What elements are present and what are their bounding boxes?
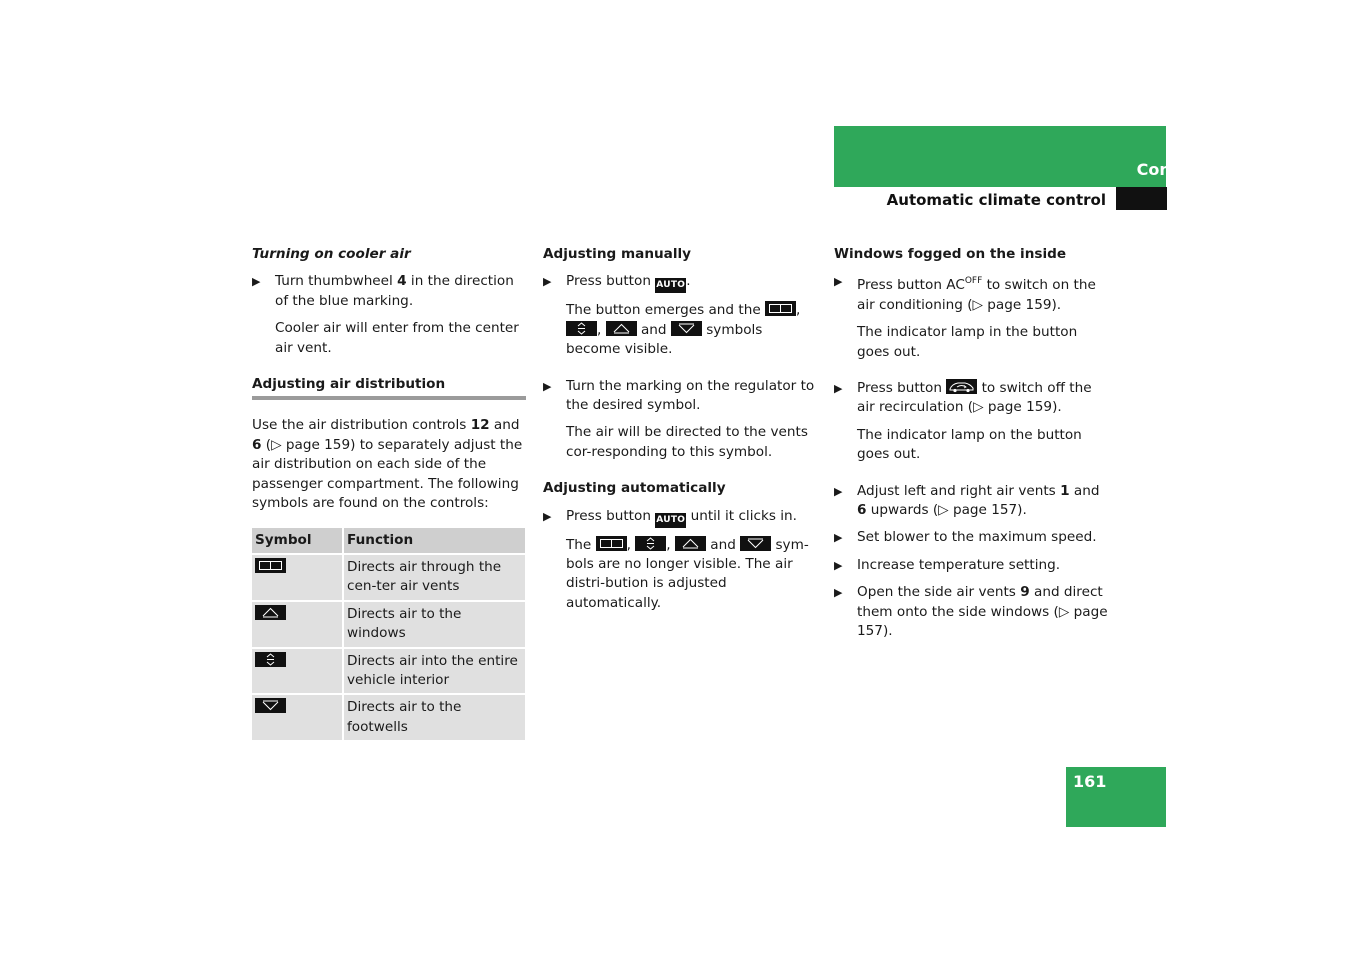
bullet-arrow-icon: ▶ [252,275,261,289]
note-text: The , , and sym-bols are no longer visible. The air distri-bution is adjusted automatically. [566,536,809,611]
bullet-arrow-icon: ▶ [834,531,843,545]
page-number: 161 [1073,772,1107,791]
paragraph: Use the air distribution controls 12 and 6 (▷ page 159) to separately adjust the air distribution on each side of the passenger compartment. The following symbols are found on the controls: [252,417,523,512]
note-text: Cooler air will enter from the center air vent. [275,320,519,356]
center-vent-icon [596,536,627,551]
note-text: The air will be directed to the vents cor-responding to this symbol. [566,424,808,460]
windows-icon [606,321,637,336]
section-title: Controls in detail [1136,160,1292,179]
list-item: ▶ Open the side air vents 9 and direct them onto the side windows (▷ page 157). [834,584,1108,640]
note-text: The button emerges and the , , and symbols become visible. [566,302,801,358]
col-header-symbol: Symbol [252,528,343,553]
table-row [252,694,525,741]
list-item: ▶ Set blower to the maximum speed. [834,528,1110,547]
bullet-arrow-icon: ▶ [834,558,843,572]
bullet-arrow-icon: ▶ [543,275,552,289]
center-vent-icon [765,301,796,316]
column-2 [543,245,819,630]
heading-adjusting-automatically: Adjusting automatically [543,480,726,497]
bullet-arrow-icon: ▶ [543,379,552,393]
heading-windows-fogged: Windows fogged on the inside [834,246,1067,262]
table-row [252,601,525,648]
list-item: ▶ Adjust left and right air vents 1 and 6 upwards (▷ page 157). [834,482,1100,519]
bullet-arrow-icon: ▶ [834,484,843,498]
header-black-tab [1116,187,1167,210]
center-vent-icon [255,558,286,573]
footwell-icon [740,536,771,551]
entire-interior-icon [635,536,666,551]
entire-interior-icon [566,321,597,336]
heading-cooler-air: Turning on cooler air [252,246,411,262]
column-1 [252,245,526,742]
auto-button-icon: AUTO [655,278,686,293]
subsection-title: Automatic climate control [886,191,1106,209]
air-recirculation-icon [946,379,977,394]
symbol-function-table [252,528,525,742]
table-row [252,648,525,695]
function-cell: Directs air to the footwells [343,694,525,741]
bullet-arrow-icon: ▶ [834,382,843,396]
note-text: The indicator lamp in the button goes out. [857,324,1078,360]
function-cell: Directs air into the entire vehicle interior [343,648,525,695]
heading-adjusting-manually: Adjusting manually [543,246,692,262]
header-green-bar [834,126,1166,187]
windows-icon [255,605,286,620]
list-item: ▶ Press button $AC^{OFF}$ to switch on the air conditioning (▷ page 159). [834,272,1110,315]
bullet-arrow-icon: ▶ [834,275,843,289]
table-header-row [252,528,525,553]
heading-air-distribution: Adjusting air distribution [252,375,526,400]
windows-icon [675,536,706,551]
auto-button-icon: AUTO [655,513,686,528]
list-item: ▶ Turn the marking on the regulator to the desired symbol. [543,377,815,414]
entire-interior-icon [255,652,286,667]
table-row [252,554,525,601]
footwell-icon [255,698,286,713]
list-item: ▶ Press button to switch off the air recirculation (▷ page 159). [834,380,1092,416]
col-header-function: Function [343,528,525,553]
bullet-arrow-icon: ▶ [543,509,552,523]
list-item: ▶ Press button AUTO. [543,272,819,293]
note-text: The indicator lamp on the button goes out. [857,426,1082,463]
function-cell: Directs air to the windows [343,601,525,648]
list-item: ▶ Turn thumbwheel 4 in the direction of the blue marking. [252,273,514,309]
bullet-arrow-icon: ▶ [834,586,843,600]
list-item: ▶ Increase temperature setting. [834,556,1110,575]
footwell-icon [671,321,702,336]
column-3 [834,245,1110,650]
function-cell: Directs air through the cen-ter air vents [343,554,525,601]
list-item: ▶ Press button AUTO until it clicks in. [543,507,819,528]
